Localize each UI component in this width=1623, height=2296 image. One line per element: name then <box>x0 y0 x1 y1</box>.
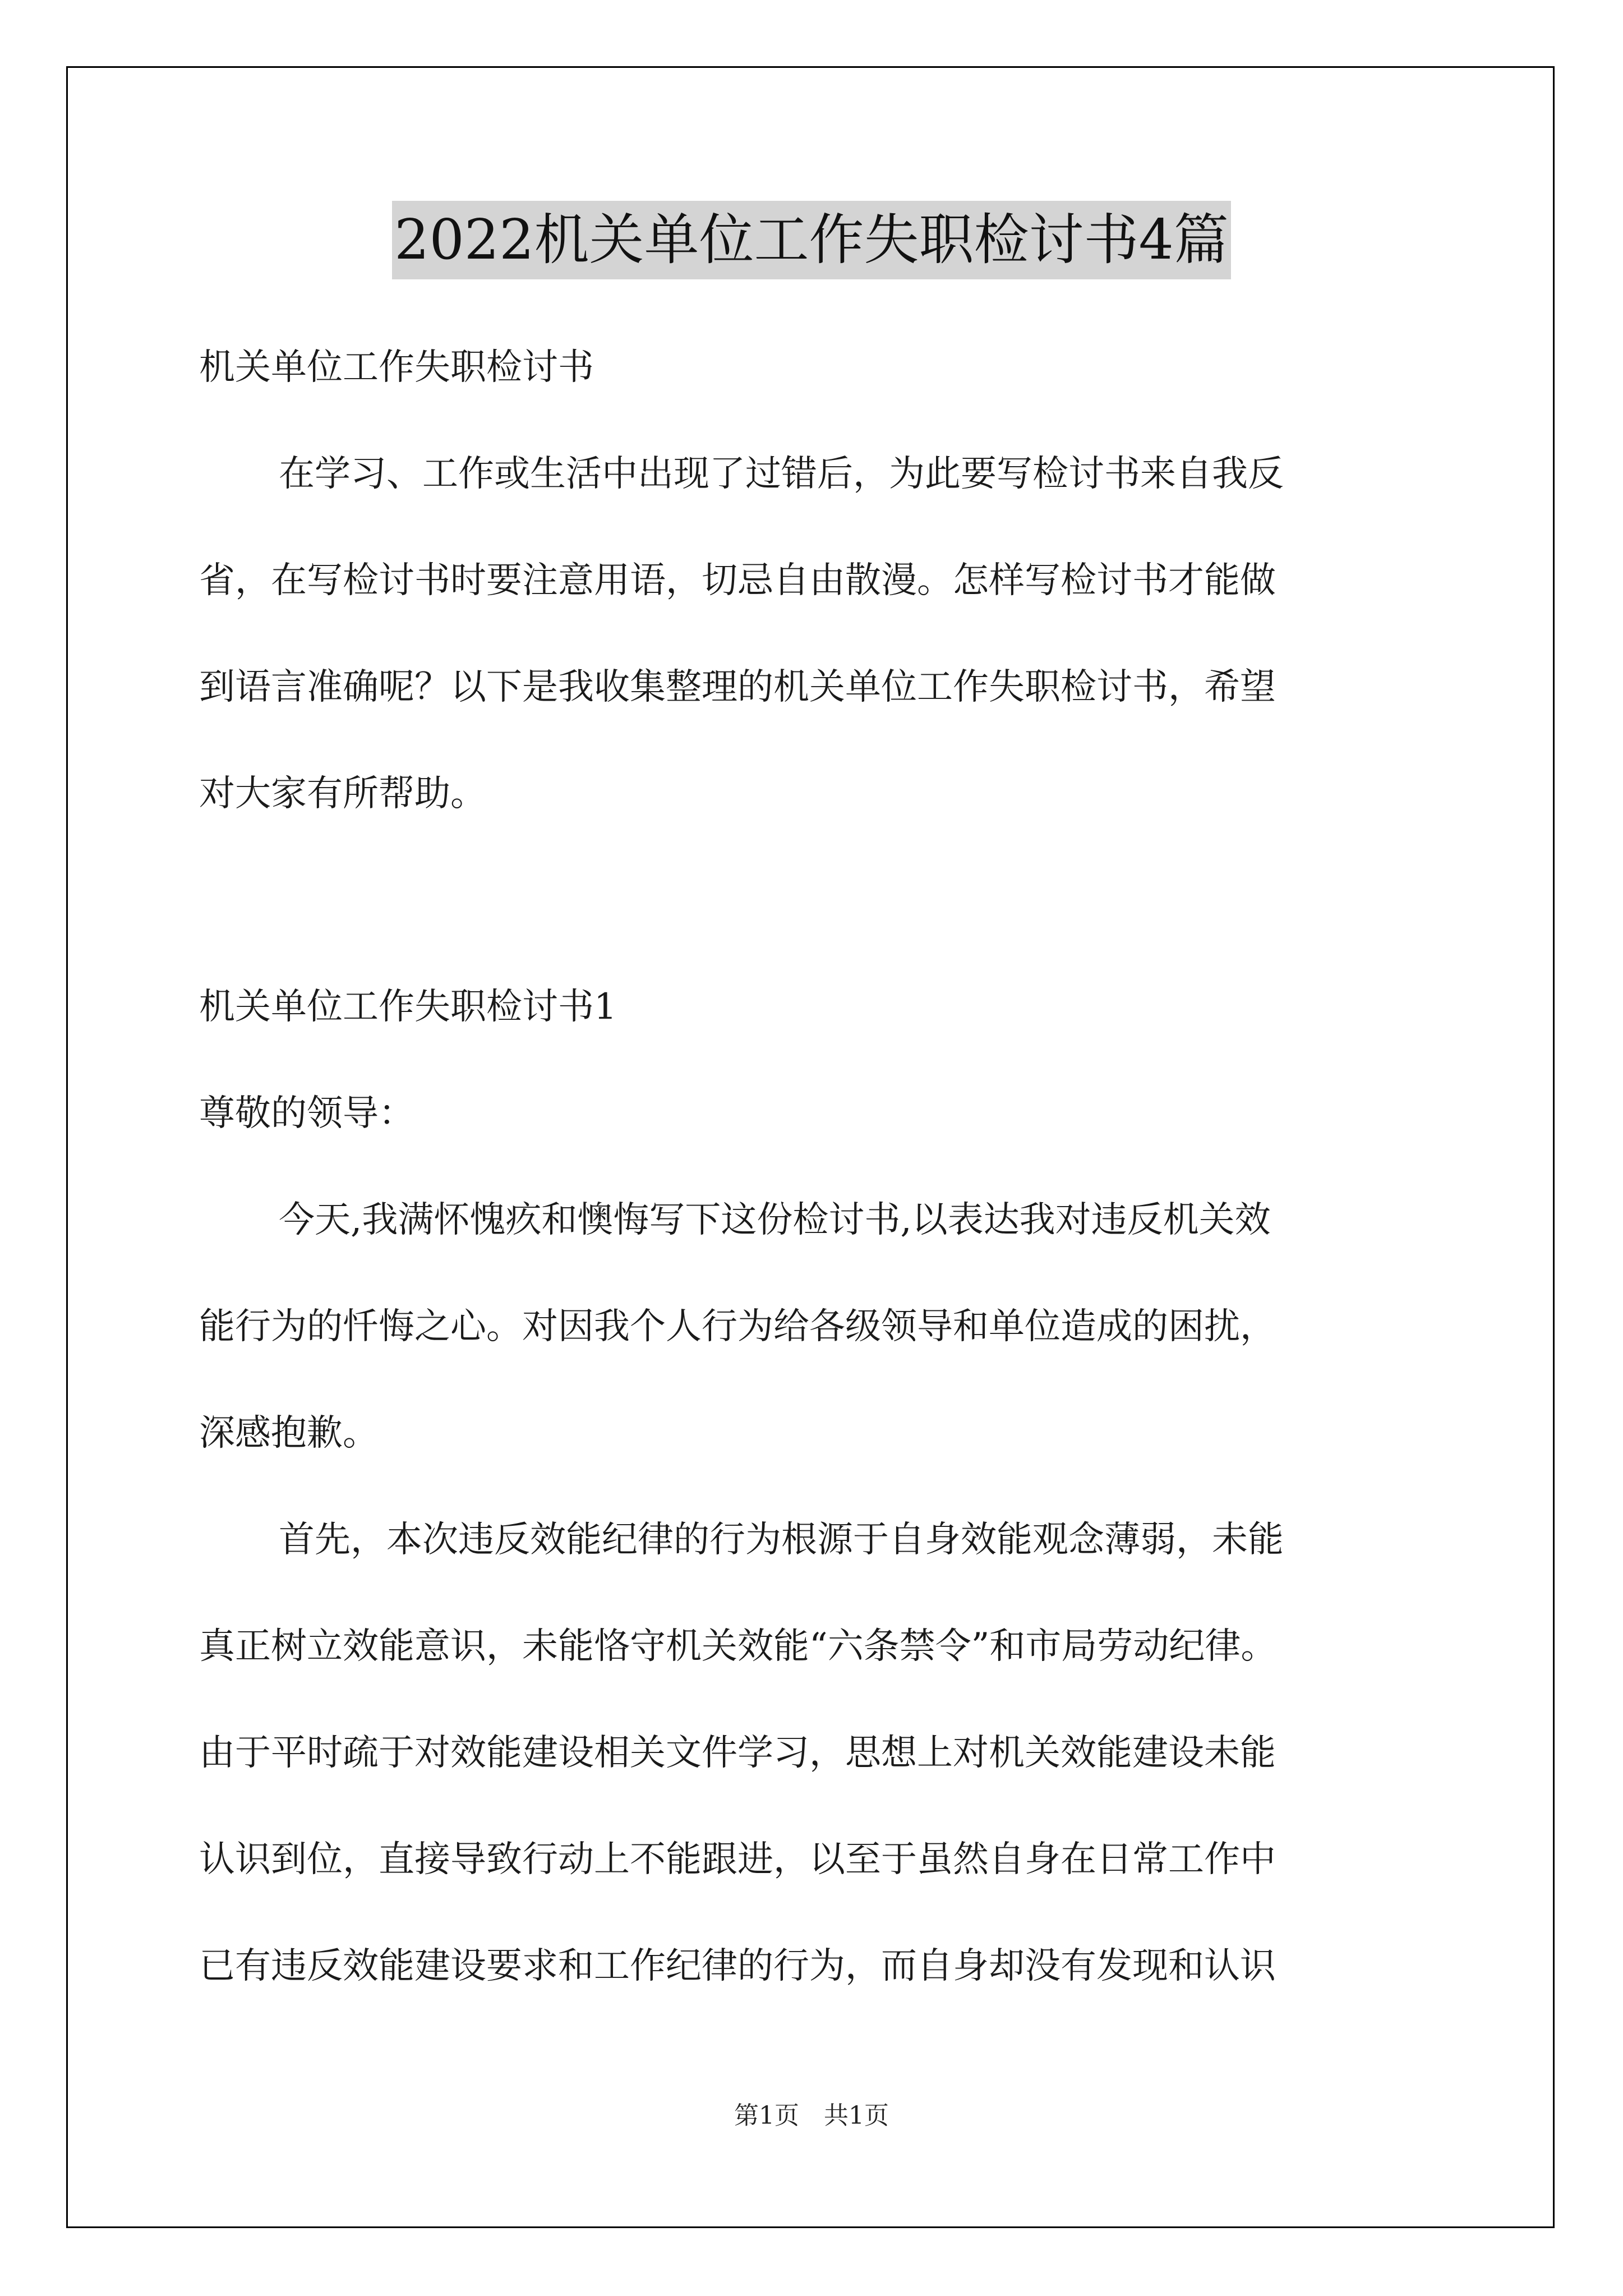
paragraph-line: 今天,我满怀愧疚和懊悔写下这份检讨书,以表达我对违反机关效 <box>279 1199 1271 1241</box>
paragraph-spacer <box>199 847 1433 954</box>
paragraph-line: 首先，本次违反效能纪律的行为根源于自身效能观念薄弱，未能 <box>279 1519 1284 1561</box>
salutation: 尊敬的领导： <box>199 1093 414 1134</box>
paragraph-line: 到语言准确呢？以下是我收集整理的机关单位工作失职检讨书，希望 <box>199 666 1276 708</box>
document-title: 2022机关单位工作失职检讨书4篇 <box>392 201 1231 279</box>
paragraph-line: 在学习、工作或生活中出现了过错后，为此要写检讨书来自我反 <box>279 453 1284 495</box>
section-heading: 机关单位工作失职检讨书 <box>199 347 594 388</box>
title-container <box>0 201 1623 279</box>
paragraph-line: 由于平时疏于对效能建设相关文件学习，思想上对机关效能建设未能 <box>199 1732 1276 1774</box>
section-heading: 机关单位工作失职检讨书1 <box>199 986 617 1028</box>
paragraph-line: 能行为的忏悔之心。对因我个人行为给各级领导和单位造成的困扰， <box>199 1306 1276 1347</box>
paragraph-line: 已有违反效能建设要求和工作纪律的行为，而自身却没有发现和认识 <box>199 1945 1276 1987</box>
paragraph-line: 认识到位，直接导致行动上不能跟进，以至于虽然自身在日常工作中 <box>199 1839 1276 1880</box>
paragraph-line: 深感抱歉。 <box>199 1412 379 1454</box>
paragraph-line: 省，在写检讨书时要注意用语，切忌自由散漫。怎样写检讨书才能做 <box>199 560 1276 601</box>
paragraph-line: 真正树立效能意识，未能恪守机关效能“六条禁令”和市局劳动纪律。 <box>199 1626 1277 1667</box>
page-footer: 第1页 共1页 <box>734 2101 889 2130</box>
paragraph-line: 对大家有所帮助。 <box>199 773 486 815</box>
document-body <box>199 314 1433 2019</box>
